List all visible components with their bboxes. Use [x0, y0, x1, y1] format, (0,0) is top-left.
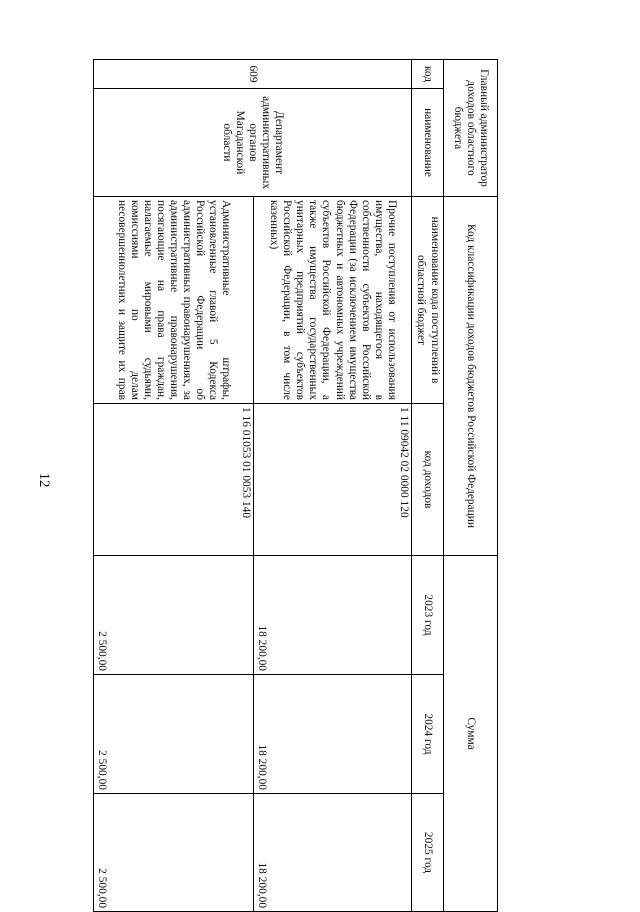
rotated-table-container: [94, 59, 498, 911]
header-row-1: [444, 60, 498, 912]
amount-2025-cell: 2 500,00: [94, 794, 254, 912]
admin-name-cell: Департамент административных органов Магаданской области: [94, 89, 412, 197]
revenue-name-text: Прочие поступления от использования имущества, находящегося в собственности субъектов Российской Федерации (за исключением имущества бюджетных и автономных учреждений субъектов Российской Федерации, а также имущества государственных унитарных предприятий субъектов Российской Федерации, в том числе казенных): [268, 200, 398, 400]
year-2024-header: 2024 год: [412, 675, 444, 794]
amount-2024-cell: 2 500,00: [94, 675, 254, 794]
admin-code-header: код: [412, 60, 444, 89]
admin-name-header: наименование: [412, 89, 444, 197]
amount-2023-cell: 18 200,00: [254, 556, 412, 675]
revenue-name-text: Административные штрафы, установленные главой 5 Кодекса Российской Федерации об административных правонарушениях, за административные правонарушения, посягающие на права граждан, налагаемые мировыми судьями, комиссиями по делам несовершеннолетних и защите их прав: [115, 200, 233, 400]
classif-name-header: наименование кода поступлений в областной бюджет: [412, 197, 444, 404]
classif-code-header: код доходов: [412, 404, 444, 556]
table-row: [254, 60, 412, 912]
amount-2023-cell: 2 500,00: [94, 556, 254, 675]
amount-2025-cell: 18 200,00: [254, 794, 412, 912]
header-row-2: [428, 60, 444, 912]
revenue-code-cell: 1 11 09042 02 0000 120: [254, 404, 412, 556]
admin-group-header: Главный администратор доходов областного бюджета: [444, 60, 498, 197]
year-2025-header: 2025 год: [412, 794, 444, 912]
revenue-name-cell: [94, 197, 254, 404]
sum-group-header: Сумма: [444, 556, 498, 912]
revenue-code-cell: 1 16 01053 01 0053 140: [94, 404, 254, 556]
year-2023-header: 2023 год: [412, 556, 444, 675]
admin-code-cell: 609: [94, 60, 412, 89]
amount-2024-cell: 18 200,00: [254, 675, 412, 794]
classif-group-header: Код классификации доходов бюджетов Российской Федерации: [444, 197, 498, 556]
page-number: 12: [36, 472, 52, 488]
revenue-table: [93, 59, 498, 912]
revenue-name-cell: [254, 197, 412, 404]
